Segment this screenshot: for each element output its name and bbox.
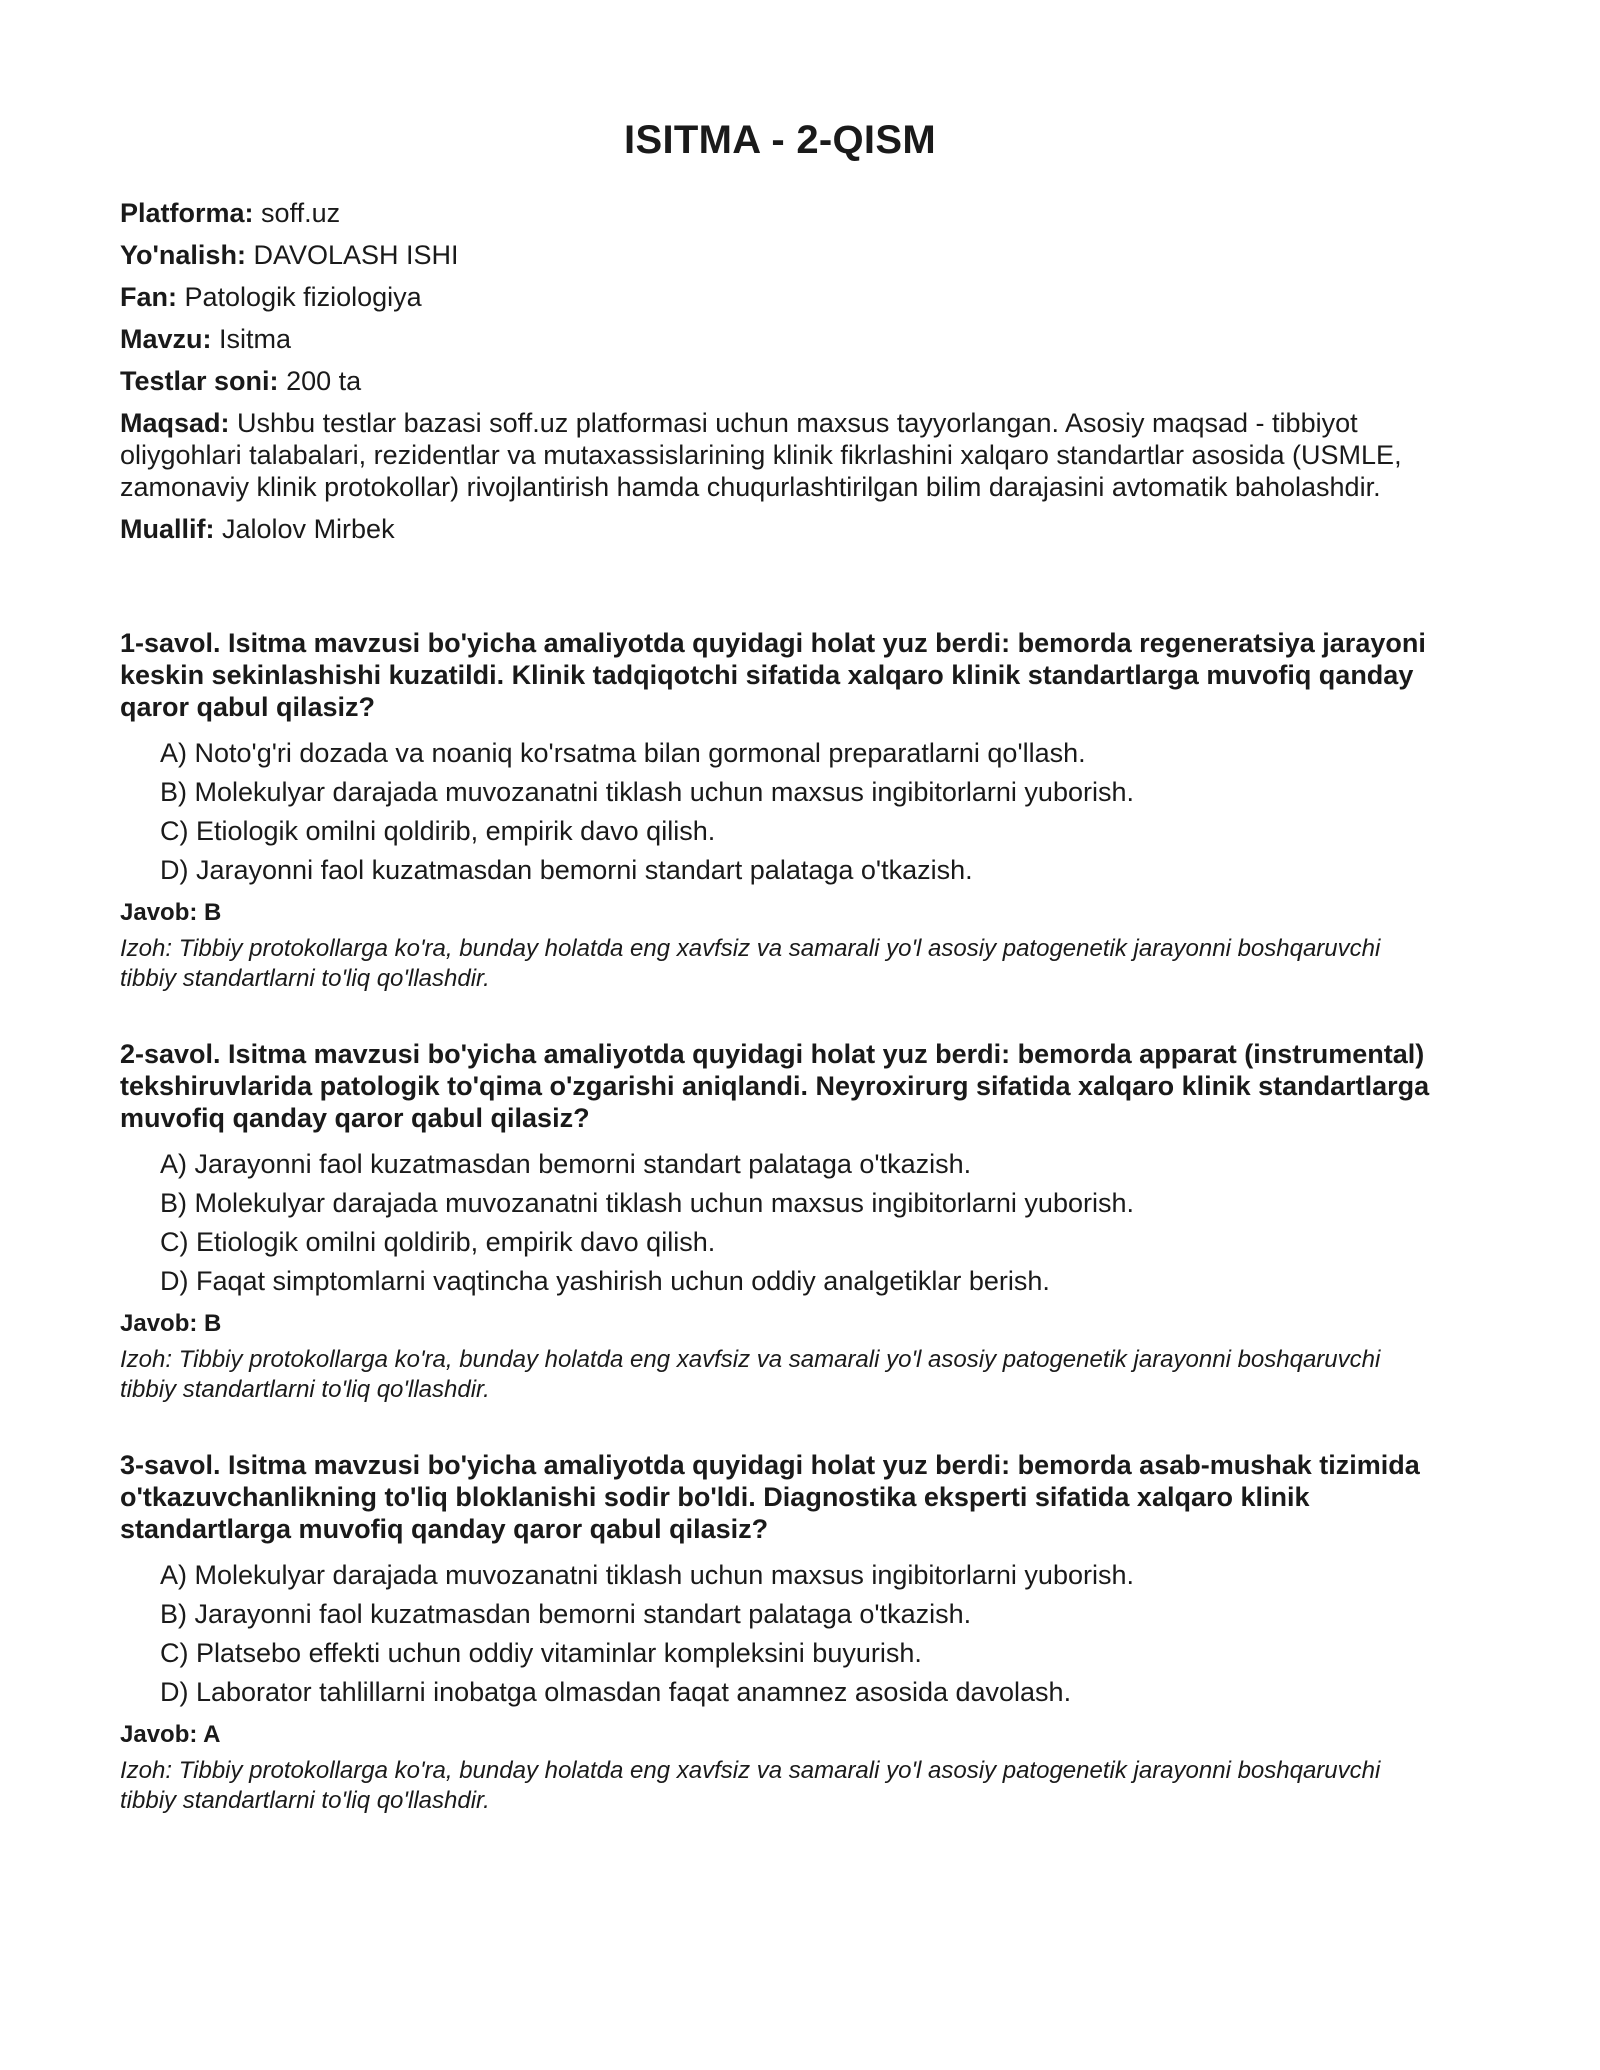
option-list (120, 1559, 1440, 1708)
meta-subject (120, 281, 1440, 313)
option-a: A) Molekulyar darajada muvozanatni tiklash uchun maxsus ingibitorlarni yuborish. (160, 1560, 1134, 1590)
question-text: 3-savol. Isitma mavzusi bo'yicha amaliyotda quyidagi holat yuz berdi: bemorda asab-mushak tizimida o'tkazuvchanlikning to'liq bloklanishi sodir bo'ldi. Diagnostika eksperti sifatida xalqaro klinik standartlarga muvofiq qanday qaror qabul qilasiz? (120, 1450, 1420, 1544)
answer-label: Javob: A (120, 1721, 221, 1748)
meta-direction-value: DAVOLASH ISHI (253, 240, 459, 270)
meta-platform-value: soff.uz (261, 198, 341, 228)
option-d: D) Laborator tahlillarni inobatga olmasdan faqat anamnez asosida davolash. (160, 1677, 1072, 1707)
meta-count (120, 365, 1440, 397)
meta-direction (120, 239, 1440, 271)
option-b: B) Molekulyar darajada muvozanatni tiklash uchun maxsus ingibitorlarni yuborish. (160, 1188, 1134, 1218)
option-b: B) Jarayonni faol kuzatmasdan bemorni standart palataga o'tkazish. (160, 1599, 972, 1629)
question-3 (120, 1449, 1440, 1816)
meta-count-label: Testlar soni: (120, 366, 279, 396)
meta-direction-label: Yo'nalish: (120, 240, 246, 270)
question-1 (120, 627, 1440, 994)
question-text: 1-savol. Isitma mavzusi bo'yicha amaliyotda quyidagi holat yuz berdi: bemorda regeneratsiya jarayoni keskin sekinlashishi kuzatildi. Klinik tadqiqotchi sifatida xalqaro klinik standartlarga muvofiq qanday qaror qabul qilasiz? (120, 628, 1426, 722)
document-title: ISITMA - 2-QISM (624, 118, 936, 162)
question-text: 2-savol. Isitma mavzusi bo'yicha amaliyotda quyidagi holat yuz berdi: bemorda apparat (instrumental) tekshiruvlarida patologik to'qima o'zgarishi aniqlandi. Neyroxirurg sifatida xalqaro klinik standartlarga muvofiq qanday qaror qabul qilasiz? (120, 1039, 1430, 1133)
option-d: D) Jarayonni faol kuzatmasdan bemorni standart palataga o'tkazish. (160, 855, 973, 885)
meta-topic-value: Isitma (219, 324, 292, 354)
option-a: A) Jarayonni faol kuzatmasdan bemorni standart palataga o'tkazish. (160, 1149, 972, 1179)
meta-topic-label: Mavzu: (120, 324, 212, 354)
meta-author (120, 513, 1440, 545)
answer-label: Javob: B (120, 899, 222, 926)
option-list (120, 1148, 1440, 1297)
meta-topic (120, 323, 1440, 355)
question-2 (120, 1038, 1440, 1405)
meta-goal-value: Ushbu testlar bazasi soff.uz platformasi uchun maxsus tayyorlangan. Asosiy maqsad - tibbiyot oliygohlari talabalari, rezidentlar va mutaxassislarining klinik fikrlashini xalqaro standartlar asosida (USMLE, zamonaviy klinik protokollar) rivojlantirish hamda chuqurlashtirilgan bilim darajasini avtomatik baholashdir. (120, 408, 1402, 502)
explanation-text: Izoh: Tibbiy protokollarga ko'ra, bunday holatda eng xavfsiz va samarali yo'l asosiy patogenetik jarayonni boshqaruvchi tibbiy standartlarni to'liq qo'llashdir. (120, 1346, 1381, 1403)
option-d: D) Faqat simptomlarni vaqtincha yashirish uchun oddiy analgetiklar berish. (160, 1266, 1050, 1296)
option-a: A) Noto'g'ri dozada va noaniq ko'rsatma bilan gormonal preparatlarni qo'llash. (160, 738, 1086, 768)
meta-platform (120, 197, 1440, 229)
meta-author-value: Jalolov Mirbek (222, 514, 395, 544)
option-c: C) Etiologik omilni qoldirib, empirik davo qilish. (160, 816, 716, 846)
meta-goal-label: Maqsad: (120, 408, 230, 438)
explanation-text: Izoh: Tibbiy protokollarga ko'ra, bunday holatda eng xavfsiz va samarali yo'l asosiy patogenetik jarayonni boshqaruvchi tibbiy standartlarni to'liq qo'llashdir. (120, 935, 1381, 992)
meta-platform-label: Platforma: (120, 198, 254, 228)
option-c: C) Etiologik omilni qoldirib, empirik davo qilish. (160, 1227, 716, 1257)
option-b: B) Molekulyar darajada muvozanatni tiklash uchun maxsus ingibitorlarni yuborish. (160, 777, 1134, 807)
option-list (120, 737, 1440, 886)
meta-count-value: 200 ta (286, 366, 362, 396)
explanation-text: Izoh: Tibbiy protokollarga ko'ra, bunday holatda eng xavfsiz va samarali yo'l asosiy patogenetik jarayonni boshqaruvchi tibbiy standartlarni to'liq qo'llashdir. (120, 1757, 1381, 1814)
option-c: C) Platsebo effekti uchun oddiy vitaminlar kompleksini buyurish. (160, 1638, 922, 1668)
meta-author-label: Muallif: (120, 514, 215, 544)
meta-subject-value: Patologik fiziologiya (184, 282, 422, 312)
meta-subject-label: Fan: (120, 282, 177, 312)
meta-block (120, 197, 1440, 545)
answer-label: Javob: B (120, 1310, 222, 1337)
meta-goal (120, 407, 1440, 503)
